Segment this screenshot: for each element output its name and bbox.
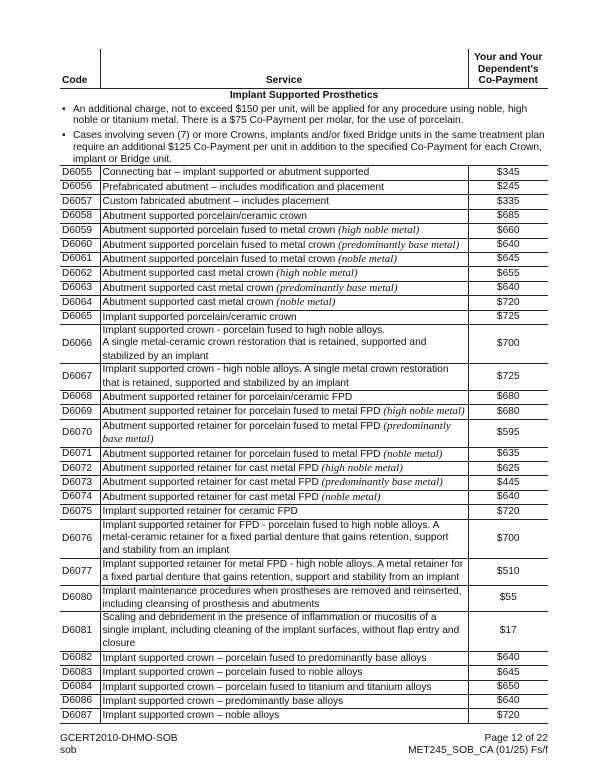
service-description: Abutment supported retainer for porcelain fused to metal FPD (high noble metal) <box>100 405 468 419</box>
table-row <box>60 224 548 238</box>
service-description: Implant maintenance procedures when prostheses are removed and reinserted, including cleansing of prosthesis and abutments <box>100 585 468 612</box>
procedure-code: D6056 <box>60 180 100 194</box>
section-notes <box>60 104 548 166</box>
procedure-code: D6069 <box>60 405 100 419</box>
metal-qualifier: (high noble metal) <box>383 405 465 418</box>
table-row <box>60 558 548 585</box>
procedure-code: D6068 <box>60 390 100 404</box>
metal-qualifier: (predominantly base metal) <box>102 419 451 446</box>
copayment-amount: $680 <box>468 405 548 419</box>
copayment-amount: $640 <box>468 651 548 665</box>
procedure-code: D6070 <box>60 419 100 447</box>
procedure-code: D6074 <box>60 490 100 504</box>
service-description: Implant supported crown – porcelain fused to titanium and titanium alloys <box>100 680 468 694</box>
footer-right <box>408 733 548 756</box>
service-description: Abutment supported cast metal crown (noble metal) <box>100 296 468 310</box>
procedure-code: D6082 <box>60 651 100 665</box>
service-description: Implant supported retainer for metal FPD - high noble alloys. A metal retainer for a fixed partial denture that gains retention, support and stability from an implant <box>100 558 468 585</box>
metal-qualifier: (predominantly base metal) <box>338 238 460 251</box>
procedure-code: D6063 <box>60 281 100 295</box>
copayment-amount: $680 <box>468 390 548 404</box>
copayment-amount: $720 <box>468 296 548 310</box>
form-number: MET245_SOB_CA (01/25) Fs/f <box>408 744 548 756</box>
service-description: Implant supported crown - porcelain fused to high noble alloys. A single metal-ceramic crown restoration that is retained, supported and stabilized by an implant <box>100 324 468 363</box>
copayment-amount: $640 <box>468 281 548 295</box>
copayment-amount: $595 <box>468 419 548 447</box>
table-row <box>60 447 548 461</box>
table-row <box>60 252 548 266</box>
metal-qualifier: (noble metal) <box>321 490 381 503</box>
document-page <box>60 49 548 724</box>
table-body <box>60 166 548 723</box>
copayment-amount: $635 <box>468 447 548 461</box>
metal-qualifier: (predominantly base metal) <box>321 476 443 489</box>
note-item: • An additional charge, not to exceed $150 per unit, will be applied for any procedure using noble, high noble or titanium metal. There is a $75 Co-Payment per molar, for the use of porcelain. <box>62 103 528 127</box>
procedure-code: D6075 <box>60 505 100 519</box>
copayment-amount: $510 <box>468 558 548 585</box>
copayment-amount: $345 <box>468 166 548 180</box>
service-description: Implant supported porcelain/ceramic crown <box>100 310 468 324</box>
service-description: Abutment supported retainer for cast metal FPD (high noble metal) <box>100 462 468 476</box>
header-copayment <box>468 49 548 88</box>
table-row <box>60 490 548 504</box>
table-row <box>60 519 548 558</box>
service-description: Implant supported crown – predominantly base alloys <box>100 694 468 708</box>
copayment-amount: $720 <box>468 709 548 723</box>
table-row <box>60 390 548 404</box>
copayment-amount: $640 <box>468 694 548 708</box>
header-code: Code <box>62 75 88 86</box>
table-row <box>60 651 548 665</box>
copayment-amount: $640 <box>468 490 548 504</box>
copayment-amount: $700 <box>468 519 548 558</box>
metal-qualifier: (predominantly base metal) <box>276 281 398 294</box>
service-description: Abutment supported cast metal crown (predominantly base metal) <box>100 281 468 295</box>
table-row <box>60 310 548 324</box>
procedure-code: D6087 <box>60 709 100 723</box>
procedure-code: D6060 <box>60 238 100 252</box>
procedure-code: D6083 <box>60 666 100 680</box>
copayment-amount: $650 <box>468 680 548 694</box>
procedure-code: D6077 <box>60 558 100 585</box>
service-description: Abutment supported cast metal crown (high noble metal) <box>100 267 468 281</box>
procedure-code: D6081 <box>60 612 100 651</box>
copayment-amount: $55 <box>468 585 548 612</box>
service-description: Abutment supported retainer for porcelain/ceramic FPD <box>100 390 468 404</box>
service-description: Abutment supported retainer for cast metal FPD (predominantly base metal) <box>100 476 468 490</box>
metal-qualifier: (noble metal) <box>276 296 336 309</box>
table-row <box>60 476 548 490</box>
table-row <box>60 585 548 612</box>
document-id: GCERT2010-DHMO-SOB <box>60 733 178 744</box>
header-copay-line3: Co-Payment <box>478 75 538 86</box>
procedure-code: D6071 <box>60 447 100 461</box>
procedure-code: D6080 <box>60 585 100 612</box>
procedure-code: D6055 <box>60 166 100 180</box>
procedure-code: D6072 <box>60 462 100 476</box>
service-description: Abutment supported retainer for porcelain fused to metal FPD (noble metal) <box>100 447 468 461</box>
copayment-amount: $655 <box>468 267 548 281</box>
header-copay-line2: Dependent's <box>477 63 539 75</box>
copayment-amount: $335 <box>468 195 548 209</box>
procedure-code: D6067 <box>60 364 100 391</box>
procedure-code: D6057 <box>60 195 100 209</box>
copayment-amount: $645 <box>468 666 548 680</box>
footer-left <box>60 733 178 756</box>
service-description: Scaling and debridement in the presence of inflammation or mucositis of a single implant, including cleaning of the implant surfaces, without flap entry and closure <box>100 612 468 651</box>
service-description: Abutment supported retainer for porcelain fused to metal FPD (predominantly base metal) <box>100 419 468 447</box>
page-number: Page 12 of 22 <box>484 733 548 744</box>
procedure-code: D6059 <box>60 224 100 238</box>
service-description: Abutment supported retainer for cast metal FPD (noble metal) <box>100 490 468 504</box>
service-description: Connecting bar – implant supported or abutment supported <box>100 166 468 180</box>
service-description: Implant supported crown – porcelain fused to noble alloys <box>100 666 468 680</box>
service-description: Implant supported crown - high noble alloys. A single metal crown restoration that is retained, supported and stabilized by an implant <box>100 364 468 391</box>
service-description: Implant supported retainer for ceramic FPD <box>100 505 468 519</box>
metal-qualifier: (noble metal) <box>383 447 443 460</box>
table-row <box>60 195 548 209</box>
copayment-amount: $640 <box>468 238 548 252</box>
copayment-amount: $17 <box>468 612 548 651</box>
bullet-icon: • <box>62 130 66 142</box>
copayment-amount: $645 <box>468 252 548 266</box>
service-description: Implant supported retainer for FPD - porcelain fused to high noble alloys. A metal-ceramic retainer for a fixed partial denture that gains retention, support and stability from an implant <box>100 519 468 558</box>
section-title: Implant Supported Prosthetics <box>229 89 379 101</box>
bullet-icon: • <box>62 103 66 115</box>
header-copay-line1: Your and Your <box>474 52 543 63</box>
table-row <box>60 612 548 651</box>
copayment-amount: $445 <box>468 476 548 490</box>
service-description: Custom fabricated abutment – includes placement <box>100 195 468 209</box>
procedure-code: D6066 <box>60 324 100 363</box>
table-row <box>60 680 548 694</box>
table-row <box>60 666 548 680</box>
table-row <box>60 405 548 419</box>
document-type: sob <box>60 744 77 756</box>
table-row <box>60 505 548 519</box>
header-service: Service <box>100 49 468 88</box>
table-row <box>60 364 548 391</box>
procedure-code: D6062 <box>60 267 100 281</box>
copayment-amount: $725 <box>468 364 548 391</box>
table-row <box>60 419 548 447</box>
table-row <box>60 238 548 252</box>
table-row <box>60 180 548 194</box>
service-description: Abutment supported porcelain fused to metal crown (predominantly base metal) <box>100 238 468 252</box>
metal-qualifier: (high noble metal) <box>276 267 358 280</box>
copayment-amount: $720 <box>468 505 548 519</box>
table-row <box>60 296 548 310</box>
note-item: • Cases involving seven (7) or more Crowns, implants and/or fixed Bridge units in the same treatment plan require an additional $125 Co-Payment per unit in addition to the specified Co-Payment for each Crown, implant or Bridge unit. <box>62 130 545 165</box>
service-description: Abutment supported porcelain fused to metal crown (noble metal) <box>100 252 468 266</box>
metal-qualifier: (high noble metal) <box>338 224 420 237</box>
table-row <box>60 166 548 180</box>
table-row <box>60 709 548 723</box>
copayment-amount: $685 <box>468 209 548 223</box>
copayment-amount: $725 <box>468 310 548 324</box>
service-description: Implant supported crown – porcelain fused to predominantly base alloys <box>100 651 468 665</box>
procedure-code: D6065 <box>60 310 100 324</box>
table-row <box>60 324 548 363</box>
service-description: Abutment supported porcelain/ceramic crown <box>100 209 468 223</box>
table-row <box>60 694 548 708</box>
copayment-amount: $700 <box>468 324 548 363</box>
metal-qualifier: (noble metal) <box>338 252 398 265</box>
table-row <box>60 462 548 476</box>
procedure-code: D6061 <box>60 252 100 266</box>
copayment-amount: $660 <box>468 224 548 238</box>
procedure-code: D6084 <box>60 680 100 694</box>
table-row <box>60 209 548 223</box>
procedure-code: D6073 <box>60 476 100 490</box>
procedure-code: D6086 <box>60 694 100 708</box>
procedure-code: D6058 <box>60 209 100 223</box>
table-row <box>60 281 548 295</box>
procedure-code: D6064 <box>60 296 100 310</box>
service-description: Implant supported crown – noble alloys <box>100 709 468 723</box>
metal-qualifier: (high noble metal) <box>321 462 403 475</box>
service-description: Abutment supported porcelain fused to metal crown (high noble metal) <box>100 224 468 238</box>
table-header-row <box>60 49 548 88</box>
service-description: Prefabricated abutment – includes modification and placement <box>100 180 468 194</box>
table-row <box>60 267 548 281</box>
copayment-amount: $245 <box>468 180 548 194</box>
copayment-amount: $625 <box>468 462 548 476</box>
procedure-code: D6076 <box>60 519 100 558</box>
copayment-table <box>60 49 548 724</box>
